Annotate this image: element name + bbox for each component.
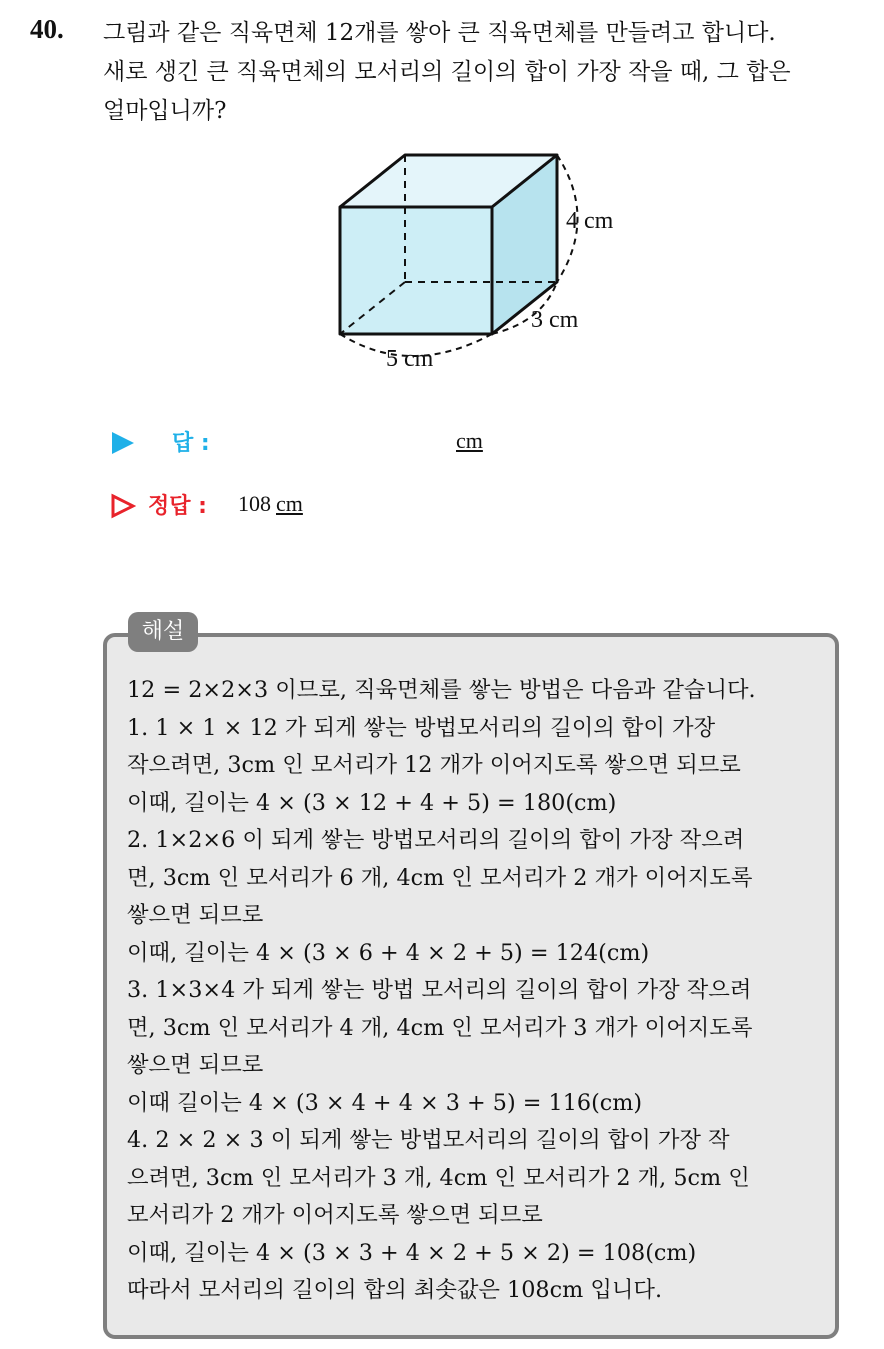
explanation-line: 1. 1 × 1 × 12 가 되게 쌓는 방법모서리의 길이의 합이 가장 [127, 714, 716, 741]
explanation-line: 쌓으면 되므로 [127, 902, 264, 928]
explanation-line: 이때, 길이는 4 × (3 × 12 + 4 + 5) = 180(cm) [127, 789, 617, 816]
explanation-line: 면, 3cm 인 모서리가 6 개, 4cm 인 모서리가 2 개가 이어지도록 [127, 864, 753, 891]
explanation-line: 3. 1×3×4 가 되게 쌓는 방법 모서리의 길이의 합이 가장 작으려 [127, 977, 752, 1003]
explanation-line: 2. 1×2×6 이 되게 쌓는 방법모서리의 길이의 합이 가장 작으려 [127, 827, 745, 853]
question-line: 얼마입니까? [103, 98, 227, 124]
question-line: 새로 생긴 큰 직육면체의 모서리의 길이의 합이 가장 작을 때, 그 합은 [103, 59, 791, 85]
outline-triangle-icon [110, 493, 136, 519]
question-line: 그림과 같은 직육면체 12개를 쌓아 큰 직육면체를 만들려고 합니다. [103, 20, 776, 46]
explanation-line: 이때, 길이는 4 × (3 × 6 + 4 × 2 + 5) = 124(cm) [127, 939, 650, 966]
correct-answer-row [110, 489, 510, 523]
correct-answer-label: 정답 : [148, 494, 207, 519]
explanation-line: 작으려면, 3cm 인 모서리가 12 개가 이어지도록 쌓으면 되므로 [127, 752, 741, 778]
explanation-line: 따라서 모서리의 길이의 합의 최솟값은 108cm 입니다. [127, 1277, 663, 1303]
width-label: 5 cm [386, 346, 434, 372]
explanation-line: 모서리가 2 개가 이어지도록 쌓으면 되므로 [127, 1202, 543, 1228]
explanation-line: 4. 2 × 2 × 3 이 되게 쌓는 방법모서리의 길이의 합이 가장 작 [127, 1127, 730, 1153]
cuboid-diagram [320, 140, 640, 380]
question-text [103, 14, 873, 131]
correct-answer-unit: cm [276, 491, 303, 516]
explanation-line: 이때 길이는 4 × (3 × 4 + 4 × 3 + 5) = 116(cm) [127, 1089, 643, 1116]
cuboid-figure [320, 140, 640, 380]
play-triangle-icon [110, 430, 136, 456]
answer-label: 답 : [172, 431, 210, 456]
explanation-line: 으려면, 3cm 인 모서리가 3 개, 4cm 인 모서리가 2 개, 5cm 인 [127, 1164, 750, 1191]
explanation-text [127, 672, 827, 1310]
answer-unit: cm [456, 428, 483, 453]
explanation-tag: 해설 [128, 612, 198, 652]
explanation-line: 이때, 길이는 4 × (3 × 3 + 4 × 2 + 5 × 2) = 108(cm) [127, 1239, 697, 1266]
height-label: 4 cm [566, 208, 614, 234]
explanation-line: 면, 3cm 인 모서리가 4 개, 4cm 인 모서리가 3 개가 이어지도록 [127, 1014, 753, 1041]
explanation-line: 12 = 2×2×3 이므로, 직육면체를 쌓는 방법은 다음과 같습니다. [127, 677, 756, 703]
explanation-line: 쌓으면 되므로 [127, 1052, 264, 1078]
correct-answer-value: 108 [238, 491, 271, 516]
depth-label: 3 cm [531, 307, 579, 333]
question-number: 40. [30, 14, 64, 44]
answer-row [110, 426, 510, 460]
